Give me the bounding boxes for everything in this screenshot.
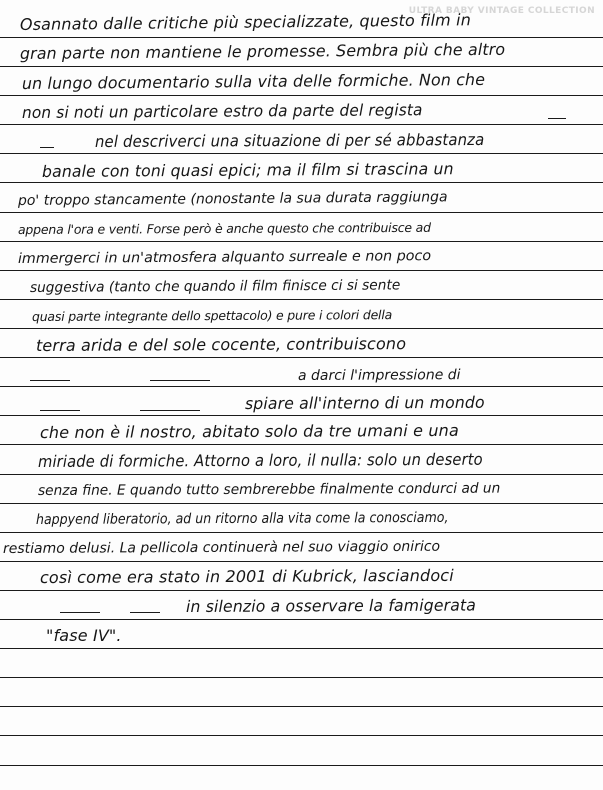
margin-dash [150, 380, 210, 381]
review-line: suggestiva (tanto che quando il film finisce ci si sente [29, 277, 401, 297]
review-line: happyend liberatorio, ad un ritorno alla vita come la conosciamo, [35, 509, 449, 528]
ruled-line [0, 270, 603, 271]
ruled-line [0, 124, 603, 125]
ruled-line [0, 648, 603, 649]
ruled-line [0, 590, 603, 591]
ruled-line [0, 561, 603, 562]
ruled-line [0, 706, 603, 707]
review-line: terra arida e del sole cocente, contribuiscono [35, 334, 407, 355]
margin-dash [548, 118, 566, 119]
ruled-line [0, 503, 603, 504]
review-line: restiamo delusi. La pellicola continuerà nel suo viaggio onirico [2, 538, 441, 557]
review-line: banale con toni quasi epici; ma il film si trascina un [41, 159, 454, 181]
review-line: Osannato dalle critiche più specializzate, questo film in [19, 10, 472, 34]
ruled-line [0, 241, 603, 242]
ruled-line [0, 182, 603, 183]
review-line: a darci l'impressione di [297, 367, 461, 384]
ruled-line [0, 299, 603, 300]
review-line: appena l'ora e venti. Forse però è anche questo che contribuisce ad [17, 219, 431, 238]
ruled-line [0, 95, 603, 96]
margin-dash [130, 612, 160, 613]
review-line: "fase IV". [46, 626, 122, 645]
ruled-line [0, 677, 603, 678]
review-line: che non è il nostro, abitato solo da tre umani e una [39, 420, 459, 442]
ruled-line [0, 415, 603, 416]
review-line: gran parte non mantiene le promesse. Sembra più che altro [19, 39, 506, 63]
review-line: po' troppo stancamente (nonostante la sua durata raggiunga [17, 189, 448, 210]
watermark: ULTRA BABY VINTAGE COLLECTION [408, 6, 595, 16]
review-line: immergerci in un'atmosfera alquanto surreale e non poco [17, 248, 432, 268]
review-line: non si noti un particolare estro da parte del regista [21, 100, 423, 122]
ruled-line [0, 765, 603, 766]
ruled-line [0, 532, 603, 533]
ruled-line [0, 37, 603, 38]
review-line: un lungo documentario sulla vita delle formiche. Non che [21, 69, 486, 93]
margin-dash [30, 380, 70, 381]
ruled-line [0, 619, 603, 620]
ruled-line [0, 735, 603, 736]
review-line: in silenzio a osservare la famigerata [185, 595, 477, 616]
margin-dash [60, 612, 100, 613]
review-line: senza fine. E quando tutto sembrerebbe finalmente condurci ad un [37, 480, 501, 499]
margin-dash [40, 147, 54, 148]
ruled-line [0, 153, 603, 154]
review-line: nel descriverci una situazione di per sé abbastanza [94, 129, 485, 151]
ruled-line [0, 328, 603, 329]
margin-dash [140, 410, 200, 411]
review-line: spiare all'interno di un mondo [244, 392, 485, 413]
ruled-line [0, 444, 603, 445]
review-line: così come era stato in 2001 di Kubrick, lasciandoci [39, 565, 454, 587]
review-line: miriade di formiche. Attorno a loro, il nulla: solo un deserto [37, 449, 483, 471]
ruled-line [0, 212, 603, 213]
margin-dash [40, 410, 80, 411]
review-line: quasi parte integrante dello spettacolo) e pure i colori della [31, 307, 393, 325]
ruled-line [0, 357, 603, 358]
ruled-line [0, 386, 603, 387]
ruled-line [0, 66, 603, 67]
ruled-line [0, 474, 603, 475]
